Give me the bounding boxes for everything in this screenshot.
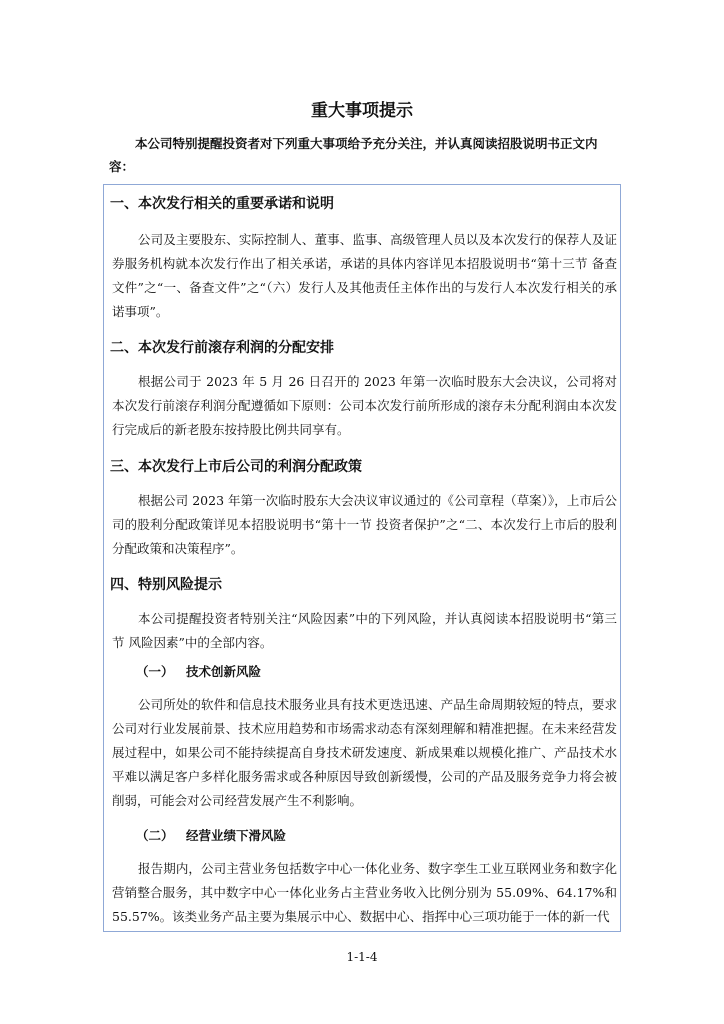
risk-1-body: 公司所处的软件和信息技术服务业具有技术更迭迅速、产品生命周期较短的特点，要求公司对行业发展前景、技术应用趋势和市场需求动态有深刻理解和精准把握。在未来经营发展过程中，如果公司不能持续提高自身技术研发速度、新成果难以规模化推广、产品技术水平难以满足客户多样化服务需求或各种原因导致创新缓慢，公司的产品及服务竞争力将会被削弱，可能会对公司经营发展产生不利影响。 (112, 697, 617, 808)
section-body-1: 公司及主要股东、实际控制人、董事、监事、高级管理人员以及本次发行的保荐人及证券服务机构就本次发行作出了相关承诺，承诺的具体内容详见本招股说明书“第十三节 备查文件”之“一、备查文件”之“（六）发行人及其他责任主体作出的与发行人本次发行相关的承诺事项”。 (112, 232, 617, 319)
section-heading-2: 二、本次发行前滚存利润的分配安排 (110, 340, 334, 356)
risk-2-body: 报告期内，公司主营业务包括数字中心一体化业务、数字孪生工业互联网业务和数字化营销整合服务，其中数字中心一体化业务占主营业务收入比例分别为 55.09%、64.17%和 55.57%。该类业务产品主要为集展示中心、数据中心、指挥中心三项功能于一体的新一代 (112, 861, 617, 924)
section-heading-4: 四、特别风险提示 (110, 577, 222, 593)
section-heading-1: 一、本次发行相关的重要承诺和说明 (110, 196, 334, 212)
document-title: 重大事项提示 (311, 101, 413, 121)
risk-2-number: （二） (136, 828, 174, 843)
section-body-3: 根据公司 2023 年第一次临时股东大会决议审议通过的《公司章程（草案）》，上市后公司的股利分配政策详见本招股说明书“第十一节 投资者保护”之“二、本次发行上市后的股利分配政策和决策程序”。 (112, 493, 617, 556)
section-body-2: 根据公司于 2023 年 5 月 26 日召开的 2023 年第一次临时股东大会决议，公司将对本次发行前滚存利润分配遵循如下原则：公司本次发行前所形成的滚存未分配利润由本次发行完成后的新老股东按持股比例共同享有。 (112, 374, 617, 437)
section-heading-3: 三、本次发行上市后公司的利润分配政策 (110, 459, 362, 475)
risk-1-number: （一） (136, 664, 174, 679)
section-body-4: 本公司提醒投资者特别关注“风险因素”中的下列风险，并认真阅读本招股说明书“第三节 风险因素”中的全部内容。 (112, 611, 617, 650)
intro-text: 本公司特别提醒投资者对下列重大事项给予充分关注，并认真阅读招股说明书正文内容： (109, 136, 598, 174)
risk-2-label: 经营业绩下滑风险 (186, 828, 287, 843)
page-number: 1-1-4 (346, 950, 378, 964)
risk-1-label: 技术创新风险 (186, 664, 262, 679)
